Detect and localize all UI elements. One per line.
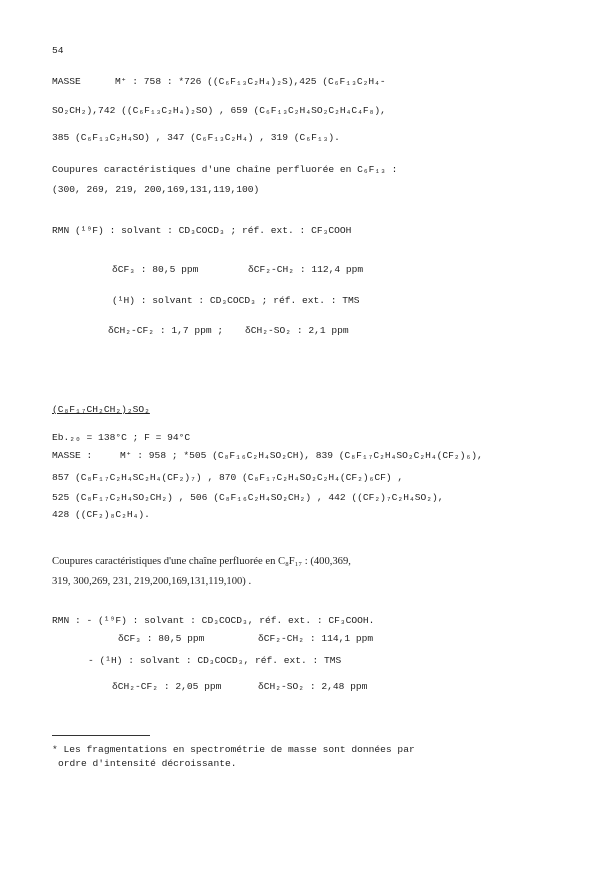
- mass2-line-4: 428 ((CF₂)₈C₂H₄).: [52, 509, 150, 520]
- rmn2-h-shift-ch2so2: δCH₂-SO₂ : 2,48 ppm: [258, 681, 368, 692]
- footnote-line-2: ordre d'intensité décroissante.: [58, 758, 237, 769]
- masse-label-2: MASSE :: [52, 450, 93, 461]
- eb-line: Eb.₂₀ = 138°C ; F = 94°C: [52, 432, 191, 443]
- masse-label: MASSE: [52, 76, 81, 87]
- rmn-h-shift-ch2so2: δCH₂-SO₂ : 2,1 ppm: [245, 325, 349, 336]
- rmn-f-shift-cf3: δCF₃ : 80,5 ppm: [112, 264, 199, 275]
- mass-line-1: M⁺ : 758 : *726 ((C₆F₁₃C₂H₄)₂S),425 (C₆F₁₃C₂H₄-: [115, 76, 386, 87]
- rmn-f-line: RMN (¹⁹F) : solvant : CD₃COCD₃ ; réf. ext. : CF₃COOH: [52, 225, 352, 236]
- mass2-line-2: 857 (C₈F₁₇C₂H₄SC₂H₄(CF₂)₇) , 870 (C₈F₁₇C₂H₄SO₂C₂H₄(CF₂)₆CF) ,: [52, 472, 404, 483]
- footnote-line-1: * Les fragmentations en spectrométrie de masse sont données par: [52, 744, 415, 755]
- footnote-rule: [52, 735, 150, 736]
- rmn-f-shift-cf2ch2: δCF₂-CH₂ : 112,4 ppm: [248, 264, 364, 275]
- rmn2-f-line: RMN : - (¹⁹F) : solvant : CD₃COCD₃, réf. ext. : CF₃COOH.: [52, 615, 375, 626]
- rmn-h-line: (¹H) : solvant : CD₃COCD₃ ; réf. ext. : TMS: [112, 295, 360, 306]
- page-number: 54: [52, 45, 64, 56]
- rmn-h-shift-ch2cf2: δCH₂-CF₂ : 1,7 ppm ;: [108, 325, 224, 336]
- coupures2-line-2: 319, 300,269, 231, 219,200,169,131,119,100) .: [52, 576, 252, 587]
- compound-title: (C₈F₁₇CH₂CH₂)₂SO₂: [52, 404, 150, 415]
- coupures2-line-1: Coupures caractéristiques d'une chaîne perfluorée en C₈F₁₇ : (400,369,: [52, 556, 351, 567]
- mass-line-2: SO₂CH₂),742 ((C₆F₁₃C₂H₄)₂SO) , 659 (C₆F₁₃C₂H₄SO₂C₂H₄C₄F₈),: [52, 105, 386, 116]
- rmn2-f-shift-cf2ch2: δCF₂-CH₂ : 114,1 ppm: [258, 633, 374, 644]
- coupures-values: (300, 269, 219, 200,169,131,119,100): [52, 184, 260, 195]
- mass-line-3: 385 (C₆F₁₃C₂H₄SO) , 347 (C₆F₁₃C₂H₄) , 319 (C₆F₁₃).: [52, 132, 340, 143]
- coupures-title: Coupures caractéristiques d'une chaîne perfluorée en C₆F₁₃ :: [52, 164, 398, 175]
- rmn2-f-shift-cf3: δCF₃ : 80,5 ppm: [118, 633, 205, 644]
- mass2-line-1: M⁺ : 958 ; *505 (C₈F₁₆C₂H₄SO₂CH), 839 (C₈F₁₇C₂H₄SO₂C₂H₄(CF₂)₆),: [120, 450, 483, 461]
- mass2-line-3: 525 (C₈F₁₇C₂H₄SO₂CH₂) , 506 (C₈F₁₆C₂H₄SO₂CH₂) , 442 ((CF₂)₇C₂H₄SO₂),: [52, 492, 444, 503]
- rmn2-h-line: - (¹H) : solvant : CD₃COCD₃, réf. ext. : TMS: [88, 655, 342, 666]
- rmn2-h-shift-ch2cf2: δCH₂-CF₂ : 2,05 ppm: [112, 681, 222, 692]
